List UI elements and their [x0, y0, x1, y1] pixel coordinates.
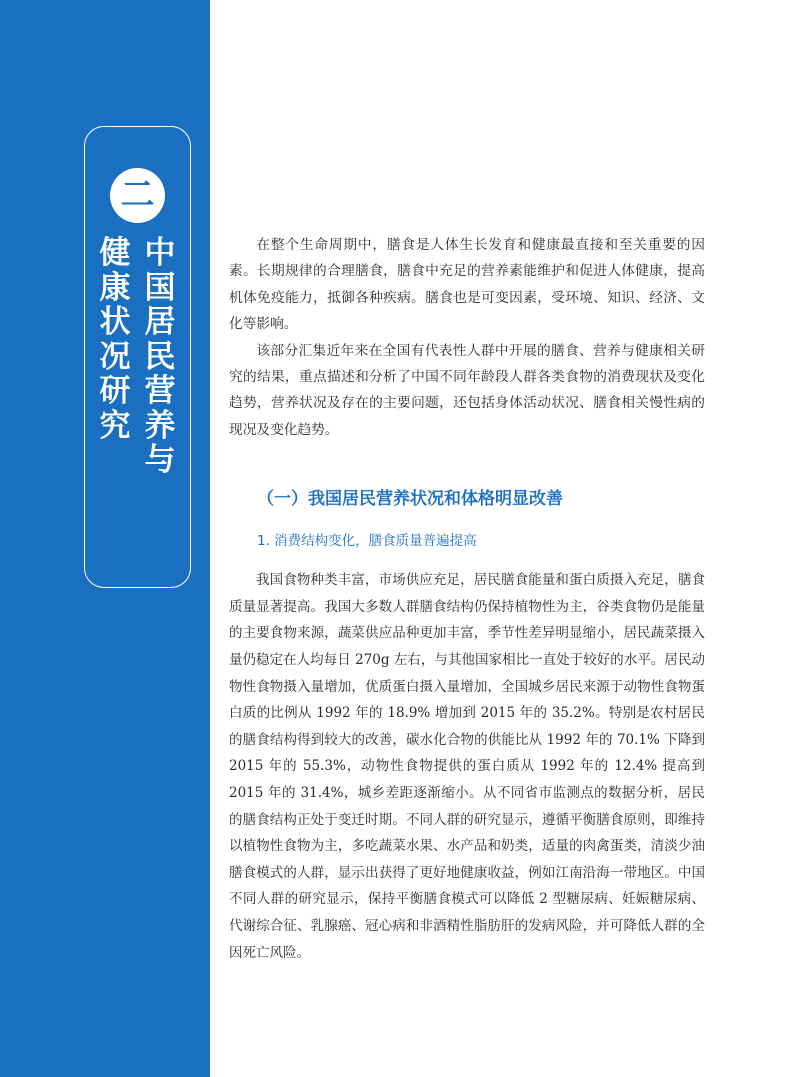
intro-paragraph-1: 在整个生命周期中，膳食是人体生长发育和健康最直接和至关重要的因素。长期规律的合理膳食，膳食中充足的营养素能维护和促进人体健康，提高机体免疫能力，抵御各种疾病。膳食也是可变因素，受环境、知识、经济、文化等影响。: [229, 237, 705, 333]
chapter-sidebar: [0, 0, 210, 1077]
chapter-title-line-2: 健康状况研究: [99, 235, 131, 444]
main-content: [229, 232, 705, 966]
section-heading: （一）我国居民营养状况和体格明显改善: [257, 489, 563, 510]
chapter-title-line-1: 中国居民营养与: [144, 235, 176, 478]
chapter-number-badge: 二: [110, 168, 165, 223]
body-paragraph: 我国食物种类丰富，市场供应充足，居民膳食能量和蛋白质摄入充足，膳食质量显著提高。我国大多数人群膳食结构仍保持植物性为主，谷类食物仍是能量的主要食物来源，蔬菜供应品种更加丰富，季节性差异明显缩小，居民蔬菜摄入量仍稳定在人均每日 270g 左右，与其他国家相比一直处于较好的水平。居民动物性食物摄入量增加，优质蛋白摄入量增加，全国城乡居民来源于动物性食物蛋白质的比例从 1992 年的 18.9% 增加到 2015 年的 35.2%。特别是农村居民的膳食结构得到较大的改善，碳水化合物的供能比从 1992 年的 70.1% 下降到 2015 年的 55.3%，动物性食物提供的蛋白质从 1992 年的 12.4% 提高到 2015 年的 31.4%，城乡差距逐渐缩小。从不同省市监测点的数据分析，居民的膳食结构正处于变迁时期。不同人群的研究显示，遵循平衡膳食原则，即维持以植物性食物为主，多吃蔬菜水果、水产品和奶类，适量的肉禽蛋类，清淡少油膳食模式的人群，显示出获得了更好地健康收益，例如江南沿海一带地区。中国不同人群的研究显示，保持平衡膳食模式可以降低 2 型糖尿病、妊娠糖尿病、代谢综合征、乳腺癌、冠心病和非酒精性脂肪肝的发病风险，并可降低人群的全因死亡风险。: [229, 572, 705, 961]
subsection-heading: 1. 消费结构变化，膳食质量普遍提高: [257, 533, 477, 550]
intro-paragraph-2: 该部分汇集近年来在全国有代表性人群中开展的膳食、营养与健康相关研究的结果，重点描述和分析了中国不同年龄段人群各类食物的消费现状及变化趋势，营养状况及存在的主要问题，还包括身体活动状况、膳食相关慢性病的现况及变化趋势。: [229, 342, 705, 438]
